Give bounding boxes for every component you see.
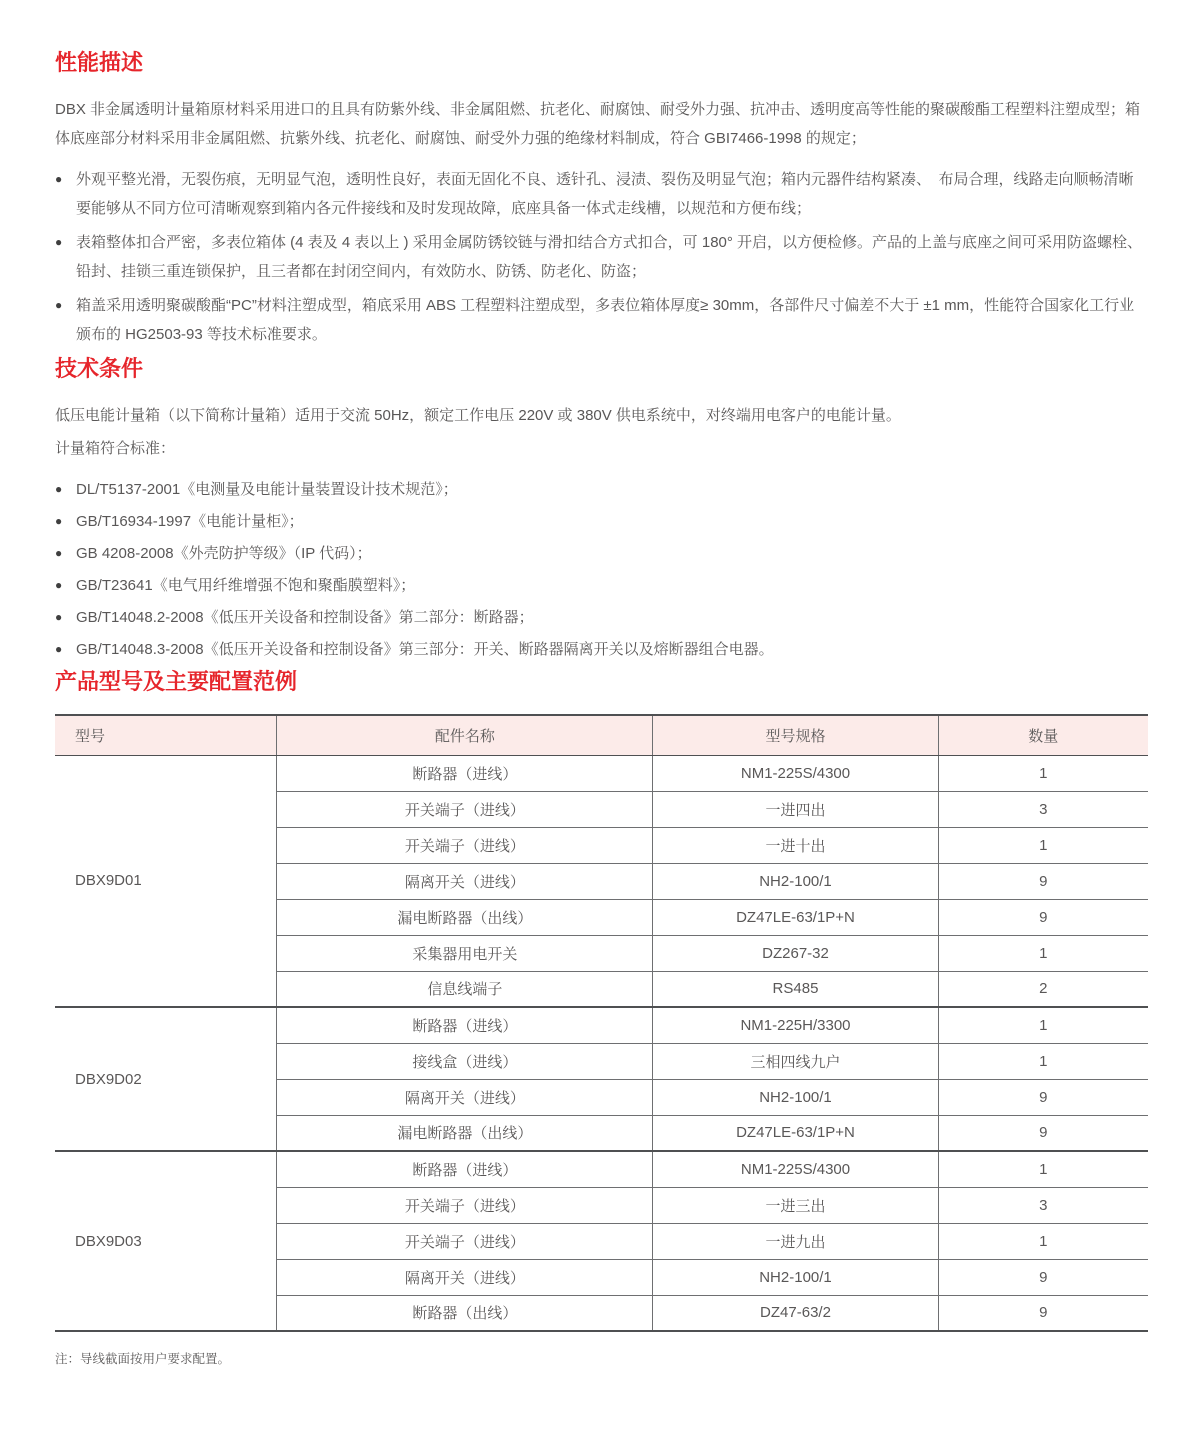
list-item [55, 165, 1148, 223]
table-row [55, 1151, 1148, 1187]
list-item [55, 228, 1148, 286]
column-header: 型号规格 [653, 715, 938, 755]
part-name-cell: 开关端子（进线） [277, 791, 653, 827]
bullet-dot-icon: ● [55, 610, 63, 624]
spec-cell: 一进九出 [653, 1223, 938, 1259]
qty-cell: 9 [938, 1295, 1148, 1331]
list-item-text: 外观平整光滑，无裂伤痕，无明显气泡，透明性良好，表面无固化不良、透针孔、浸渍、裂伤及明显气泡；箱内元器件结构紧凑、 布局合理，线路走向顺畅清晰要能够从不同方位可清晰观察到箱内各元件接线和及时发现故障，底座具备一体式走线槽，以规范和方便布线； [76, 171, 1134, 217]
model-cell: DBX9D03 [55, 1151, 277, 1331]
spec-cell: DZ47LE-63/1P+N [653, 899, 938, 935]
spec-cell: 一进三出 [653, 1187, 938, 1223]
list-item-text: 表箱整体扣合严密，多表位箱体 (4 表及 4 表以上 ) 采用金属防锈铰链与滑扣结合方式扣合，可 180° 开启，以方便检修。产品的上盖与底座之间可采用防盗螺栓、铅封、挂锁三重连锁保护，且三者都在封闭空间内，有效防水、防锈、防老化、防盗； [76, 234, 1143, 280]
qty-cell: 1 [938, 755, 1148, 791]
spec-cell: NH2-100/1 [653, 1259, 938, 1295]
qty-cell: 9 [938, 1259, 1148, 1295]
list-item [55, 475, 1148, 504]
part-name-cell: 断路器（进线） [277, 1151, 653, 1187]
list-item [55, 507, 1148, 536]
section-title-models: 产品型号及主要配置范例 [55, 669, 298, 694]
part-name-cell: 断路器（出线） [277, 1295, 653, 1331]
part-name-cell: 漏电断路器（出线） [277, 1115, 653, 1151]
model-cell: DBX9D02 [55, 1007, 277, 1151]
list-item [55, 603, 1148, 632]
part-name-cell: 隔离开关（进线） [277, 863, 653, 899]
spec-cell: DZ267-32 [653, 935, 938, 971]
qty-cell: 1 [938, 935, 1148, 971]
performance-bullet-list [55, 165, 1148, 349]
part-name-cell: 接线盒（进线） [277, 1043, 653, 1079]
spec-cell: RS485 [653, 971, 938, 1007]
bullet-dot-icon: ● [55, 514, 63, 528]
list-item [55, 291, 1148, 349]
config-table-body [55, 755, 1148, 1331]
spec-cell: NM1-225H/3300 [653, 1007, 938, 1043]
list-item [55, 635, 1148, 664]
qty-cell: 9 [938, 899, 1148, 935]
qty-cell: 9 [938, 1115, 1148, 1151]
list-item-text: GB 4208-2008《外壳防护等级》（IP 代码）； [76, 545, 372, 562]
bullet-dot-icon: ● [55, 546, 63, 560]
table-header-row [55, 715, 1148, 755]
part-name-cell: 采集器用电开关 [277, 935, 653, 971]
qty-cell: 1 [938, 1043, 1148, 1079]
column-header: 数量 [938, 715, 1148, 755]
part-name-cell: 开关端子（进线） [277, 1187, 653, 1223]
qty-cell: 1 [938, 1151, 1148, 1187]
standards-lead-paragraph: 计量箱符合标准： [55, 440, 176, 457]
part-name-cell: 开关端子（进线） [277, 1223, 653, 1259]
list-item-text: GB/T16934-1997《电能计量柜》； [76, 513, 304, 530]
spec-cell: NM1-225S/4300 [653, 1151, 938, 1187]
part-name-cell: 断路器（进线） [277, 1007, 653, 1043]
spec-cell: NM1-225S/4300 [653, 755, 938, 791]
table-row [55, 1007, 1148, 1043]
model-cell: DBX9D01 [55, 755, 277, 1007]
bullet-dot-icon: ● [55, 235, 63, 249]
qty-cell: 9 [938, 863, 1148, 899]
part-name-cell: 信息线端子 [277, 971, 653, 1007]
list-item-text: DL/T5137-2001《电测量及电能计量装置设计技术规范》； [76, 481, 458, 498]
list-item-text: GB/T14048.2-2008《低压开关设备和控制设备》第二部分：断路器； [76, 609, 534, 626]
list-item [55, 571, 1148, 600]
section-title-technical: 技术条件 [55, 356, 144, 381]
bullet-dot-icon: ● [55, 482, 63, 496]
bullet-dot-icon: ● [55, 298, 63, 312]
list-item [55, 539, 1148, 568]
performance-intro-paragraph: DBX 非金属透明计量箱原材料采用进口的且具有防紫外线、非金属阻燃、抗老化、耐腐蚀、耐受外力强、抗冲击、透明度高等性能的聚碳酸酯工程塑料注塑成型；箱体底座部分材料采用非金属阻燃、抗紫外线、抗老化、耐腐蚀、耐受外力强的绝缘材料制成，符合 GBI7466-1998 的规定； [55, 101, 1141, 147]
standards-list [55, 475, 1148, 664]
part-name-cell: 隔离开关（进线） [277, 1079, 653, 1115]
spec-cell: NH2-100/1 [653, 863, 938, 899]
list-item-text: GB/T14048.3-2008《低压开关设备和控制设备》第三部分：开关、断路器隔离开关以及熔断器组合电器。 [76, 641, 774, 658]
qty-cell: 1 [938, 1007, 1148, 1043]
part-name-cell: 开关端子（进线） [277, 827, 653, 863]
spec-cell: DZ47-63/2 [653, 1295, 938, 1331]
bullet-dot-icon: ● [55, 578, 63, 592]
spec-cell: DZ47LE-63/1P+N [653, 1115, 938, 1151]
qty-cell: 3 [938, 791, 1148, 827]
column-header: 配件名称 [277, 715, 653, 755]
bullet-dot-icon: ● [55, 172, 63, 186]
part-name-cell: 断路器（进线） [277, 755, 653, 791]
table-row [55, 755, 1148, 791]
column-header: 型号 [55, 715, 277, 755]
qty-cell: 2 [938, 971, 1148, 1007]
config-table-head [55, 715, 1148, 755]
section-title-performance: 性能描述 [55, 50, 144, 75]
spec-cell: 一进十出 [653, 827, 938, 863]
spec-cell: NH2-100/1 [653, 1079, 938, 1115]
qty-cell: 1 [938, 827, 1148, 863]
table-footnote: 注：导线截面按用户要求配置。 [55, 1352, 231, 1366]
config-table [55, 714, 1148, 1332]
qty-cell: 3 [938, 1187, 1148, 1223]
list-item-text: 箱盖采用透明聚碳酸酯“PC”材料注塑成型，箱底采用 ABS 工程塑料注塑成型，多表位箱体厚度≥ 30mm，各部件尺寸偏差不大于 ±1 mm，性能符合国家化工行业颁布的 HG2503-93 等技术标准要求。 [76, 297, 1135, 343]
qty-cell: 1 [938, 1223, 1148, 1259]
list-item-text: GB/T23641《电气用纤维增强不饱和聚酯膜塑料》； [76, 577, 416, 594]
spec-cell: 三相四线九户 [653, 1043, 938, 1079]
part-name-cell: 漏电断路器（出线） [277, 899, 653, 935]
technical-intro-paragraph: 低压电能计量箱（以下简称计量箱）适用于交流 50Hz，额定工作电压 220V 或 380V 供电系统中，对终端用电客户的电能计量。 [55, 407, 901, 424]
spec-cell: 一进四出 [653, 791, 938, 827]
part-name-cell: 隔离开关（进线） [277, 1259, 653, 1295]
bullet-dot-icon: ● [55, 642, 63, 656]
qty-cell: 9 [938, 1079, 1148, 1115]
